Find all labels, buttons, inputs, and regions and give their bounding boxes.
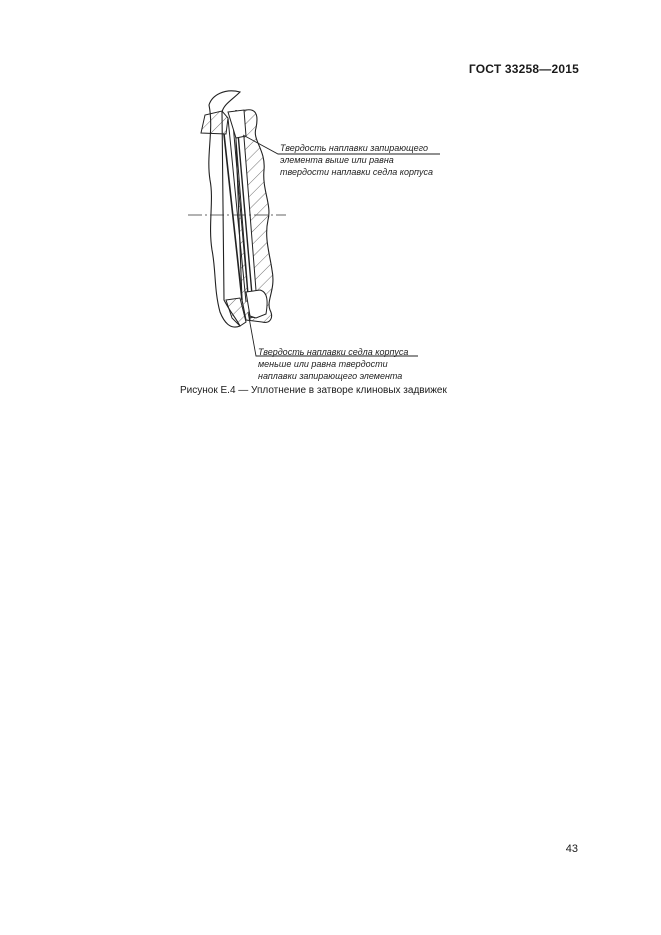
document-header: ГОСТ 33258—2015: [468, 62, 579, 76]
callout-top-line-3: твердости наплавки седла корпуса: [280, 167, 434, 177]
callout-bottom-line-2: меньше или равна твердости: [258, 359, 388, 369]
page-number: 43: [565, 843, 578, 855]
callout-top-line-2: элемента выше или равна: [280, 155, 394, 165]
seat-top-block: [228, 110, 246, 138]
callout-top: [280, 142, 433, 178]
callout-bottom-line-1: Твердость наплавки седла корпуса: [258, 347, 409, 357]
callout-top-line-1: Твердость наплавки запирающего: [280, 143, 428, 153]
figure-caption: Рисунок Е.4 — Уплотнение в затворе клиновых задвижек: [180, 385, 447, 396]
seat-bottom-block: [246, 290, 267, 318]
callout-bottom-line-3: наплавки запирающего элемента: [258, 371, 403, 381]
callout-bottom: [258, 346, 408, 382]
gate-hatch-top: [201, 111, 228, 134]
